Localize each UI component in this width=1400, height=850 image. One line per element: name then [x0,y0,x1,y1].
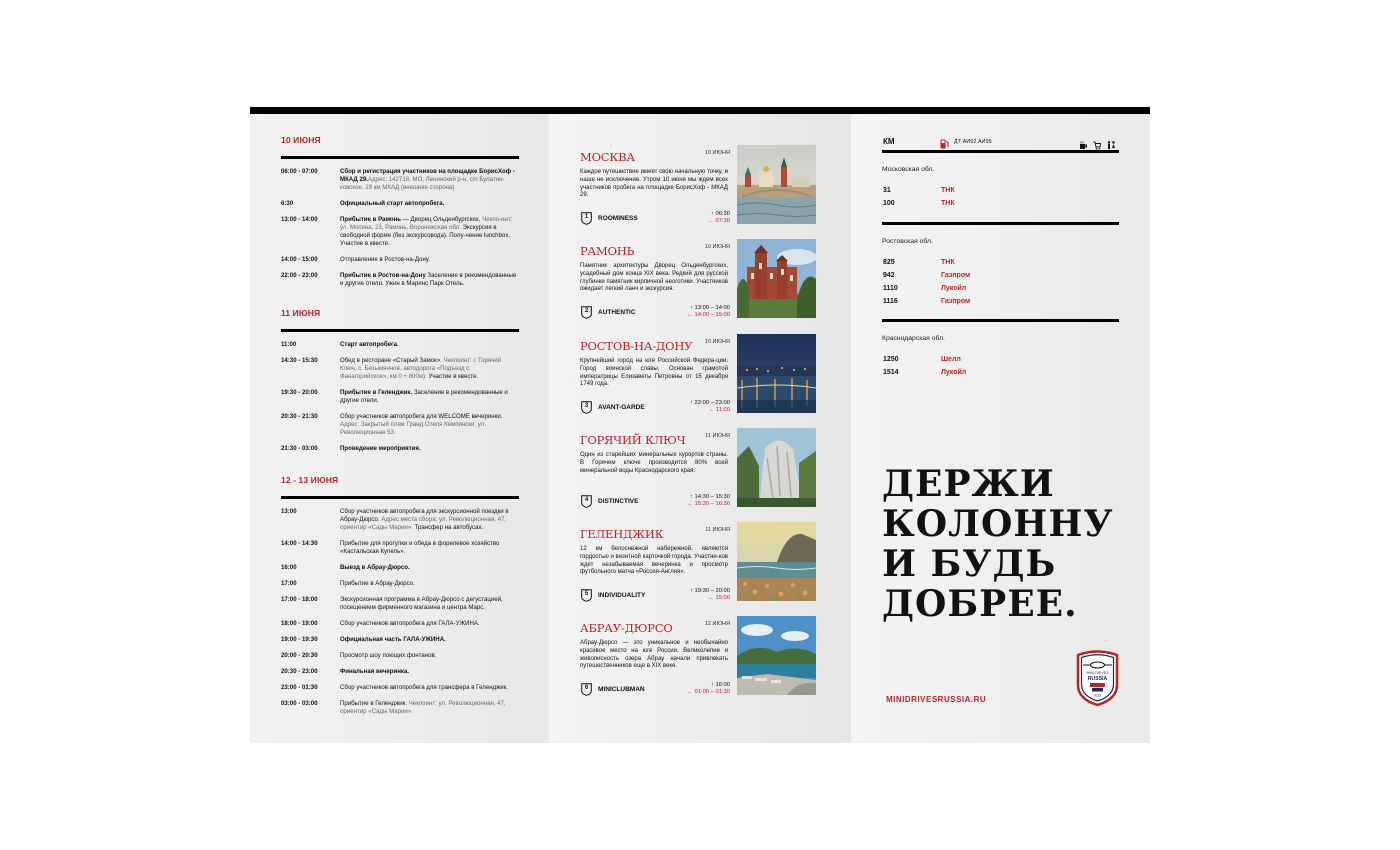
stop-style: DISTINCTIVE [598,498,639,505]
divider [281,496,519,499]
station-km: 1514 [883,369,899,376]
region-name: Ростовская обл. [882,238,933,245]
departure-time [708,218,730,224]
event-time: 16:00 [281,564,297,571]
event-highlight: Выезд в Абрау-Дюрсо. [340,564,410,571]
region-name: Краснодарская обл. [882,335,945,342]
event-text: Трансфер на автобусах. [412,524,484,531]
event-description [340,684,519,692]
event-time: 14:00 - 14:30 [281,540,318,547]
event-time: 06:00 - 07:00 [281,168,318,175]
arrival-arrow-icon: ↑ [690,494,695,500]
event-text: Сбор участников автопробега для WELCOME вечеринки. [340,413,503,420]
city-photo [737,522,816,601]
slogan-line: ДОБРЕЕ. [882,583,1078,625]
station-brand: Газпром [941,298,971,305]
stop-number: 3 [584,403,589,409]
slogan-line: ДЕРЖИ [882,463,1055,505]
arrival-arrow-icon: ↑ [690,400,695,406]
arrival-value: 19:30 – 20:00 [694,588,730,594]
station-brand: Лукойл [941,369,967,376]
event-description [340,636,519,644]
station-brand: Лукойл [941,285,967,292]
event-description [340,652,519,660]
station-km: 942 [883,272,895,279]
schedule-event [281,272,519,288]
event-highlight: Прибытие в Геленджик. [340,389,413,396]
departure-time [687,689,730,695]
slogan-line: И БУДЬ [882,543,1057,585]
schedule-event [281,389,519,405]
stop-number-badge [581,683,591,695]
divider [882,319,1119,322]
event-description [340,445,519,453]
event-text: Прибытие в Абрау-Дюрсо. [340,580,415,587]
city-name: РАМОНЬ [580,244,635,258]
event-address: Адрес: 142718, МО, Ленинский р-н, с/п Булатни-ковское, 29 км МКАД (внешняя сторона) [340,176,505,191]
slogan [882,464,1114,624]
event-address: Адрес места сбора: ул. Революционная, 47, ориентир «Сады Марии». [340,516,507,531]
event-description [340,168,519,192]
schedule-day [281,475,519,716]
event-description [340,272,519,288]
event-highlight: Официальная часть ГАЛА-УЖИНА. [340,636,446,643]
event-highlight: Проведение мероприятия. [340,445,421,452]
event-description [340,564,519,572]
arrival-time [690,494,730,500]
event-description [340,200,519,208]
divider [281,156,519,159]
event-time: 18:00 - 19:00 [281,620,318,627]
event-description [340,389,519,405]
stop-number: 2 [584,308,589,314]
event-text: Экскурсионная программа в Абрау-Дюрсо с дегустацией, посещением фирменного магазина и центра Марс. [340,596,503,611]
event-description [340,508,519,532]
stop-date: 10 ИЮНЯ [704,339,730,345]
arrival-value: 22:00 – 23:00 [694,400,730,406]
event-text: Просмотр шоу поющих фонтанов. [340,652,437,659]
event-time: 19:30 - 20:00 [281,389,318,396]
city-photo [737,145,816,224]
event-address: Чекпоинт: ул. Революционная, 47, ориентир «Сады Марии». [340,700,506,715]
route-stop [580,150,818,232]
event-time: 13:00 - 14:00 [281,216,318,223]
schedule-event [281,256,519,264]
departure-arrow-icon: ← [708,595,716,601]
stop-number-badge [581,306,591,318]
arrival-time [690,588,730,594]
schedule-event [281,413,519,437]
schedule-event [281,668,519,676]
schedule-event [281,580,519,588]
event-description [340,620,519,628]
schedule-event [281,700,519,716]
event-time: 13:00 [281,508,297,515]
event-text: Экскурсия в свободной форме (без экскурсовода). Полу-чение lunchbox. Участие в квесте. [340,224,511,247]
station-km: 100 [883,200,895,207]
stop-date: 11 ИЮНЯ [705,527,730,533]
departure-arrow-icon: ← [708,218,716,224]
event-description [340,357,519,381]
event-time: 17:00 - 18:00 [281,596,318,603]
city-description: Абрау-Дюрсо — это уникальное и необычайно красивое место на юге России. Великолепие и живописность озера Абрау начали привлекать путешественников еще в XIX веке. [580,640,728,670]
schedule-event [281,168,519,192]
event-description [340,341,519,349]
station-km: 1116 [883,298,898,305]
city-photo [737,616,816,695]
stop-number: 5 [584,591,589,597]
event-text: — Дворец Ольденбургских. [401,216,481,223]
event-text: Прибытие для прогулки и обеда в форелевое хозяйство «Кастальская Купель». [340,540,500,555]
event-highlight: Старт автопробега. [340,341,399,348]
departure-value: 15:30 – 16:30 [694,501,730,507]
divider [882,222,1119,225]
station-brand: ТНК [941,200,955,207]
event-highlight: Финальная вечеринка. [340,668,410,675]
station-km: 31 [883,187,891,194]
event-description [340,216,519,248]
route-stop [580,433,818,515]
schedule-event [281,216,519,248]
stop-number-badge [581,495,591,507]
stop-number-badge [581,401,591,413]
schedule-event [281,341,519,349]
city-name: АБРАУ-ДЮРСО [580,621,673,635]
city-name: ГОРЯЧИЙ КЛЮЧ [580,433,686,447]
route-stop [580,621,818,703]
departure-time [709,407,731,413]
stop-style: AUTHENTIC [598,309,636,316]
event-time: 11:00 [281,341,297,348]
city-description: 12 км белоснежной набережной, являются гордостью и визитной карточкой города. Участни-ков ждет незабываемая вечеринка и просмотр футбольного матча «Россия-Англия». [580,546,728,576]
arrival-value: 14:30 – 15:30 [694,494,730,500]
divider [882,150,1119,153]
day-title: 12 - 13 ИЮНЯ [281,475,339,485]
departure-value: 01:00 – 01:30 [694,689,730,695]
schedule-event [281,620,519,628]
city-description: Каждое путешествие имеет свою начальную точку, и наше не исключение. Утром 10 июня мы ждем всех участников пробега на площадке БорисХоф - МКАД 29. [580,169,728,199]
stop-date: 12 ИЮНЯ [704,621,730,627]
schedule-event [281,636,519,644]
stop-date: 11 ИЮНЯ [705,433,730,439]
event-text: Прибытие в Геленджик. [340,700,408,707]
route-stop [580,244,818,326]
station-km: 1250 [883,356,899,363]
event-highlight: Официальный старт автопробега. [340,200,445,207]
arrival-arrow-icon: ↑ [690,305,695,311]
region-name: Московская обл. [882,166,935,173]
event-time: 20:30 - 21:30 [281,413,318,420]
arrival-arrow-icon: ↑ [690,588,695,594]
event-time: 19:00 - 19:30 [281,636,318,643]
arrival-value: 16:00 [715,682,730,688]
schedule-event [281,200,519,208]
departure-value: 15:00 [715,595,730,601]
arrival-value: 06:30 [715,211,730,217]
city-description: Памятник архитектуры Дворец Ольденбургских, усадебный дом конца XIX века. Редкий для русской глубинки памятник кирпичной неоготики. Участников ожидает легкий ланч и экскурсия. [580,263,728,293]
schedule-event [281,564,519,572]
event-description [340,413,519,437]
station-km: 1110 [883,285,898,292]
emblem-text: MINI DRIVES [1086,671,1109,675]
city-name: МОСКВА [580,150,635,164]
stop-number: 4 [584,497,589,503]
day-title: 11 ИЮНЯ [281,308,321,318]
event-highlight: Прибытие в Ростов-на-Дону [340,272,426,279]
arrival-time [690,400,730,406]
event-description [340,540,519,556]
departure-arrow-icon: ← [708,407,716,413]
arrival-value: 13:00 – 14:00 [694,305,730,311]
event-address: Чекпоинт: г. Горячий Ключ, с. Безымянное, автодорога «Подъезд с. Фанагорийское», км 0 + 800м). [340,357,502,380]
stop-number: 6 [584,685,589,691]
schedule-panel [250,114,549,743]
emblem-text: RUSSIA [1087,676,1108,682]
departure-arrow-icon: ← [687,689,695,695]
station-brand: Шелл [941,356,961,363]
stop-number-badge [581,212,591,224]
event-text: Сбор участников автопробега для ГАЛА-УЖИНА. [340,620,480,627]
event-text: Отправление в Ростов-на-Дону. [340,256,430,263]
stop-date: 10 ИЮНЯ [704,244,730,250]
city-description: Один из старейших минеральных курортов страны. В Горячем ключе производится 80% всей минеральной воды Краснодарского края. [580,452,728,474]
city-name: ГЕЛЕНДЖИК [580,527,664,541]
fuel-panel [851,114,1150,743]
event-text: Сбор участников автопробега для трансфера в Геленджик. [340,684,508,691]
stop-style: AVANT-GARDE [598,404,645,411]
arrival-arrow-icon: ↑ [710,211,716,217]
website-link[interactable]: MINIDRIVESRUSSIA.RU [886,695,987,704]
departure-time [687,312,730,318]
emblem-text: 2018 [1093,693,1102,698]
city-photo [737,334,816,413]
divider [281,329,519,332]
stop-number: 1 [584,214,589,220]
schedule-day [281,308,519,453]
event-description [340,668,519,676]
schedule-day [281,135,519,288]
event-text: Сбор участников автопробега для экскурсионной поездки в Абрау-Дюрсо. [340,508,509,523]
event-time: 6:30 [281,200,294,207]
event-highlight: Прибытие в Рамонь [340,216,402,223]
station-brand: Газпром [941,272,971,279]
event-time: 03:00 - 03:00 [281,700,318,707]
fuel-header [882,134,1119,150]
event-time: 17:00 [281,580,297,587]
event-time: 14:30 - 15:30 [281,357,318,364]
station-brand: ТНК [941,259,955,266]
city-name: РОСТОВ-НА-ДОНУ [580,339,693,353]
event-address: Адрес: Закрытый пляж Гранд Отеля Кемпински, ул. Революционная 53. [340,421,486,436]
city-photo [737,239,816,318]
stop-number-badge [581,589,591,601]
station-brand: ТНК [941,187,955,194]
fuel-types: ДТ АИ92 АИ95 [954,139,992,145]
arrival-arrow-icon: ↑ [710,682,716,688]
route-stop [580,527,818,609]
event-description [340,700,519,716]
arrival-time [711,682,730,688]
route-panel [549,114,851,743]
departure-value: 14:00 – 15:00 [694,312,730,318]
departure-time [687,501,730,507]
event-time: 23:00 - 01:30 [281,684,318,691]
city-photo [737,428,816,507]
route-stop [580,339,818,421]
event-description [340,580,519,588]
event-address: Чекпо-инт: ул. Мосина, 23, Рамонь, Воронежская обл. [340,216,513,231]
day-title: 10 ИЮНЯ [281,135,321,145]
schedule-event [281,596,519,612]
brochure-spread [250,107,1150,743]
departure-arrow-icon: ← [687,501,695,507]
event-description [340,256,519,264]
event-text: Заселение в рекомендованные и другие отели. [340,389,508,404]
arrival-time [711,211,730,217]
schedule-event [281,445,519,453]
stop-date: 10 ИЮНЯ [704,150,730,156]
departure-value: 11:00 [715,407,730,413]
km-label: КМ [883,137,895,146]
stop-style: INDIVIDUALITY [598,592,646,599]
departure-time [708,595,730,601]
stop-style: MINICLUBMAN [598,686,645,693]
event-text: Обед в ресторане «Старый Замок». [340,357,442,364]
mini-drives-russia-emblem [1075,649,1120,707]
event-time: 20:00 - 20:30 [281,652,318,659]
departure-value: 07:30 [715,218,730,224]
arrival-time [690,305,730,311]
station-km: 825 [883,259,895,266]
schedule-event [281,508,519,532]
schedule-event [281,357,519,381]
event-highlight: Сбор и регистрация участников на площадке БорисХоф - МКАД 29. [340,168,515,183]
event-time: 22:00 - 23:00 [281,272,318,279]
top-bar [250,107,1150,114]
city-description: Крупнейший город на юге Российской Федера-ции. Город воинской славы. Основан грамотой императрицы Елизаветы Петровны от 15 декабря 1749 года. [580,358,728,388]
slogan-line: КОЛОННУ [882,503,1114,545]
schedule-event [281,684,519,692]
stop-style: ROOMINESS [598,215,638,222]
departure-arrow-icon: ← [687,312,695,318]
event-text: Заселение в рекомендованные и другие отели. Ужин в Маринс Парк Отель. [340,272,517,287]
event-time: 14:00 - 15:00 [281,256,318,263]
event-description [340,596,519,612]
schedule-event [281,652,519,660]
event-text: Участие в квесте. [426,373,479,380]
event-time: 20:30 - 23:00 [281,668,318,675]
schedule-event [281,540,519,556]
event-time: 21:30 - 03:00 [281,445,318,452]
